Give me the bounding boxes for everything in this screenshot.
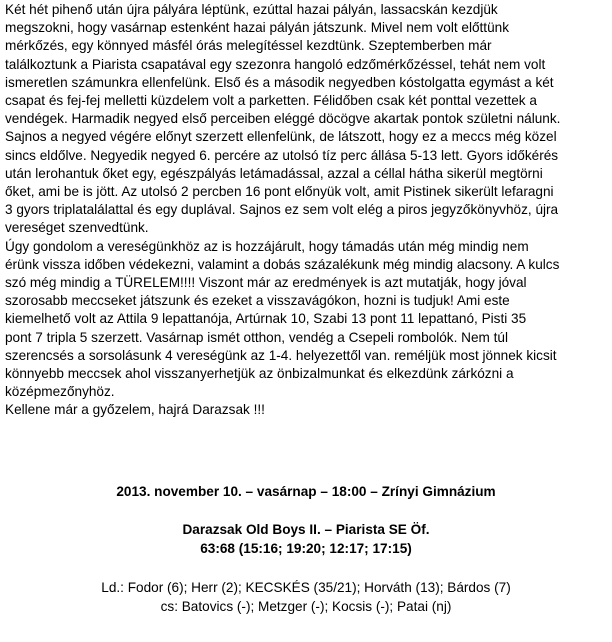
text-line: csapat és fej-fej melletti küzdelem volt a parketten. Félidőben csak két ponttal vezettek a [5,93,537,109]
text-line: érünk vissza időben védekezni, valamint a dobás százalékunk még mindig alacsony. A kulcs [5,256,560,272]
match-report-text [5,1,608,420]
text-line: szó még mindig a TÜRELEM!!!! Viszont már az eredmények is azt mutatják, hogy jóval [5,275,527,291]
text-line: Sajnos a negyed végére előnyt szerzett ellenfelünk, de látszott, hogy ez a meccs még közel [5,129,557,145]
text-line: vendégek. Harmadik negyed első perceiben eléggé döcögve akartak pontok születni nálunk. [5,111,561,127]
text-line: Úgy gondolom a vereségünkhöz az is hozzájárult, hogy támadás után még mindig nem [5,238,529,254]
text-line: Két hét pihenő után újra pályára léptünk, ezúttal hazai pályán, lassacskán kezdjük [5,2,498,17]
text-line: pont 7 tripla 5 szerzett. Vasárnap ismét otthon, vendég a Csepeli rombolók. Nem túl [5,329,508,345]
text-line: megszokni, hogy vasárnap estenként hazai pályán játszunk. Mivel nem volt előttünk [5,20,509,36]
match-date-venue: 2013. november 10. – vasárnap – 18:00 – Zrínyi Gimnázium [116,484,496,499]
text-line: középmezőnyhöz. [5,384,115,400]
text-line: sincs eldőlve. Negyedik negyed 6. percére az utolsó tíz perc állása 5-13 lett. Gyors időkérés [5,147,559,163]
text-line: könnyebb meccsek ahol visszanyerhetjük az önbizalmunkat és elkezdünk zárkózni a [5,366,514,382]
text-line: ismeretlen számunkra ellenfelünk. Első és a második negyedben kóstolgatta egymást a két [5,74,554,90]
starting-players: Ld.: Fodor (6); Herr (2); KECSKÉS (35/21); Horváth (13); Bárdos (7) [101,580,511,595]
text-line: 3 gyors triplatalálattal és egy duplával. Sajnos ez sem volt elég a piros jegyzőkönyvhöz, újra [5,202,559,218]
text-line: találkoztunk a Piarista csapatával egy szezonra hangoló edzőmérkőzéssel, tehát nem volt [5,56,546,72]
closing-line: Kellene már a győzelem, hajrá Darazsak !!! [5,402,265,418]
substitute-players: cs: Batovics (-); Metzger (-); Kocsis (-); Patai (nj) [160,599,452,614]
text-line: kiemelhető volt az Attila 9 lepattanója, Artúrnak 10, Szabi 13 pont 11 lepattanó, Pisti 35 [5,311,527,327]
text-line: után lerohantuk őket egy, egészpályás letámadással, azzal a céllal hátha sikerül megtörni [5,165,543,181]
paragraph-2 [5,238,608,420]
text-line: vereséget szenvedtünk. [5,220,149,236]
text-line: őket, ami be is jött. Az utolsó 2 percben 16 pont előnyük volt, amit Pistinek sikerült lefaragni [5,184,554,200]
match-score: 63:68 (15:16; 19:20; 12:17; 17:15) [200,541,412,556]
match-teams: Darazsak Old Boys II. – Piarista SE Öf. [182,522,430,537]
text-line: szerencsés a sorsolásunk 4 vereségünk az 1-4. helyezettől van. reméljük most jönnek kicsit [5,347,557,363]
paragraph-1 [5,1,608,238]
text-line: mérkőzés, egy könnyed másfél órás melegítéssel kezdtünk. Szeptemberben már [5,38,492,54]
text-line: szorosabb meccseket játszunk és ezeket a visszavágókon, hozni is tudjuk! Ami este [5,293,510,309]
